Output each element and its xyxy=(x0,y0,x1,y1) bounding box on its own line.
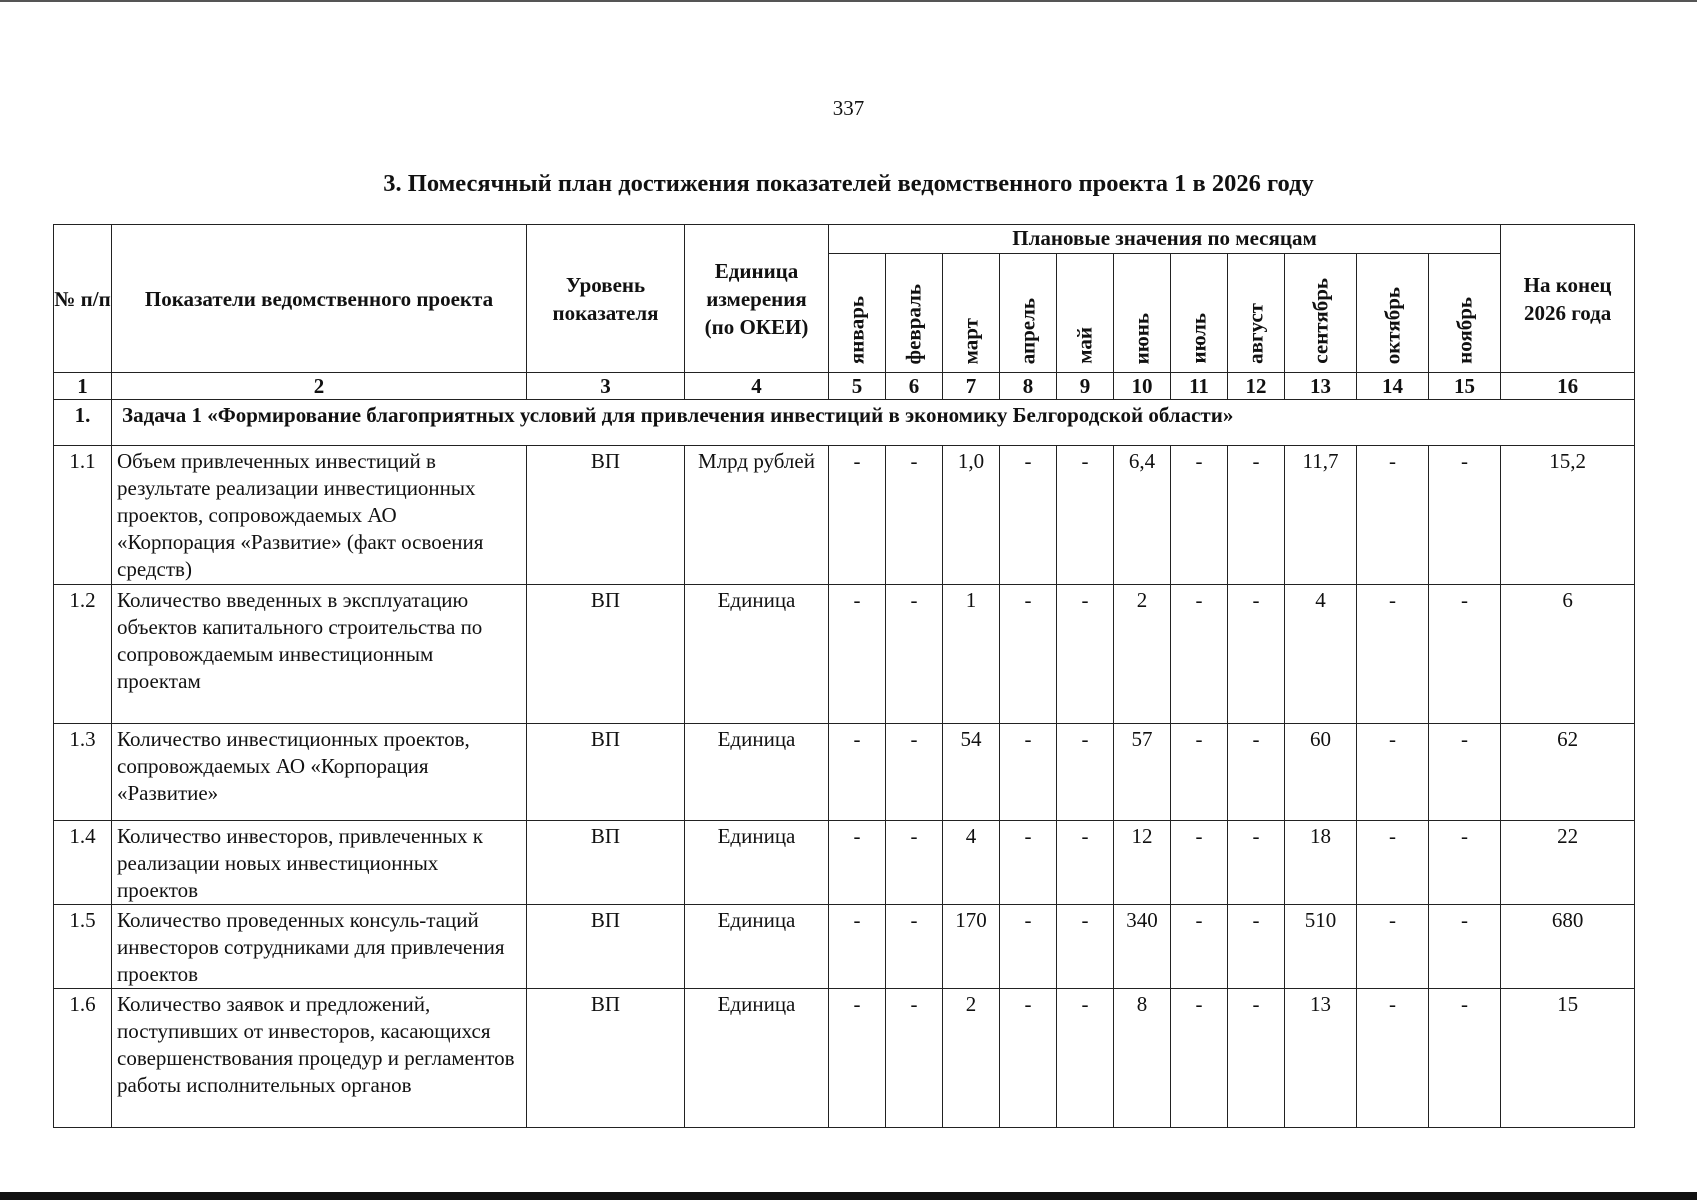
month-value: - xyxy=(1000,821,1057,905)
month-value: - xyxy=(1057,724,1114,821)
page-top-edge xyxy=(0,0,1697,2)
month-label: ноябрь xyxy=(1452,297,1477,364)
header-month xyxy=(1000,254,1057,373)
header-month xyxy=(1357,254,1429,373)
month-label: июнь xyxy=(1129,312,1154,364)
month-value: - xyxy=(1171,821,1228,905)
month-value: - xyxy=(1171,905,1228,989)
month-value: - xyxy=(1357,585,1429,724)
indicator-name: Количество заявок и предложений, поступивших от инвесторов, касающихся совершенствования процедур и регламентов работы исполнительных органов xyxy=(112,989,527,1128)
page-bottom-edge xyxy=(0,1192,1697,1200)
indicator-level: ВП xyxy=(527,446,685,585)
month-value: 60 xyxy=(1285,724,1357,821)
month-value: - xyxy=(1357,821,1429,905)
month-value: - xyxy=(1228,905,1285,989)
month-value: - xyxy=(1228,821,1285,905)
column-number: 13 xyxy=(1285,373,1357,400)
month-value: - xyxy=(1171,446,1228,585)
header-unit: Единица измерения (по ОКЕИ) xyxy=(685,225,829,373)
month-value: - xyxy=(886,905,943,989)
month-value: - xyxy=(886,446,943,585)
unit-of-measure: Единица xyxy=(685,724,829,821)
end-of-year-value: 22 xyxy=(1501,821,1635,905)
header-row-top xyxy=(54,225,1635,254)
month-value: 13 xyxy=(1285,989,1357,1128)
month-value: - xyxy=(1429,585,1501,724)
month-value: - xyxy=(1228,585,1285,724)
header-month xyxy=(1171,254,1228,373)
month-value: - xyxy=(1057,905,1114,989)
column-number: 9 xyxy=(1057,373,1114,400)
indicator-level: ВП xyxy=(527,989,685,1128)
month-value: - xyxy=(1357,989,1429,1128)
document-title: 3. Помесячный план достижения показателей ведомственного проекта 1 в 2026 году xyxy=(383,170,1314,197)
month-value: - xyxy=(1228,724,1285,821)
month-value: - xyxy=(886,821,943,905)
month-value: - xyxy=(1429,446,1501,585)
row-number: 1.2 xyxy=(54,585,112,724)
end-of-year-value: 15 xyxy=(1501,989,1635,1128)
header-month xyxy=(1429,254,1501,373)
month-value: 340 xyxy=(1114,905,1171,989)
month-value: - xyxy=(1228,446,1285,585)
month-value: 12 xyxy=(1114,821,1171,905)
indicator-name: Количество инвесторов, привлеченных к реализации новых инвестиционных проектов xyxy=(112,821,527,905)
end-of-year-value: 6 xyxy=(1501,585,1635,724)
month-label: январь xyxy=(844,295,869,364)
month-value: - xyxy=(1171,585,1228,724)
unit-of-measure: Единица xyxy=(685,585,829,724)
month-value: 8 xyxy=(1114,989,1171,1128)
row-number: 1.3 xyxy=(54,724,112,821)
month-value: - xyxy=(1357,724,1429,821)
month-value: - xyxy=(1171,989,1228,1128)
unit-of-measure: Единица xyxy=(685,905,829,989)
header-month xyxy=(886,254,943,373)
month-value: - xyxy=(829,724,886,821)
indicator-level: ВП xyxy=(527,585,685,724)
month-value: 1 xyxy=(943,585,1000,724)
column-number: 4 xyxy=(685,373,829,400)
month-value: - xyxy=(1057,585,1114,724)
month-label: октябрь xyxy=(1380,286,1404,364)
header-end-of-year: На конец 2026 года xyxy=(1501,225,1635,373)
header-indicator: Показатели ведомственного проекта xyxy=(112,225,527,373)
header-month xyxy=(1228,254,1285,373)
column-number: 8 xyxy=(1000,373,1057,400)
month-value: - xyxy=(1057,446,1114,585)
end-of-year-value: 62 xyxy=(1501,724,1635,821)
month-value: 510 xyxy=(1285,905,1357,989)
column-number: 1 xyxy=(54,373,112,400)
month-value: - xyxy=(829,821,886,905)
month-value: - xyxy=(886,724,943,821)
page-number: 337 xyxy=(832,96,865,120)
month-value: 2 xyxy=(943,989,1000,1128)
header-month xyxy=(829,254,886,373)
indicator-level: ВП xyxy=(527,905,685,989)
column-number: 2 xyxy=(112,373,527,400)
header-num: № п/п xyxy=(54,225,112,373)
month-value: - xyxy=(1000,905,1057,989)
month-value: - xyxy=(829,585,886,724)
column-number: 15 xyxy=(1429,373,1501,400)
month-value: 2 xyxy=(1114,585,1171,724)
row-number: 1.5 xyxy=(54,905,112,989)
month-value: - xyxy=(1000,585,1057,724)
month-value: - xyxy=(1228,989,1285,1128)
column-number: 10 xyxy=(1114,373,1171,400)
month-value: 11,7 xyxy=(1285,446,1357,585)
month-label: март xyxy=(958,317,983,364)
table-body xyxy=(54,400,1635,1128)
month-value: - xyxy=(886,585,943,724)
header-month xyxy=(1057,254,1114,373)
indicator-name: Количество инвестиционных проектов, сопровождаемых АО «Корпорация «Развитие» xyxy=(112,724,527,821)
month-value: - xyxy=(1429,989,1501,1128)
month-value: - xyxy=(886,989,943,1128)
month-value: - xyxy=(829,446,886,585)
month-value: - xyxy=(1429,821,1501,905)
task-number: 1. xyxy=(54,400,112,446)
month-label: август xyxy=(1243,303,1268,364)
unit-of-measure: Единица xyxy=(685,989,829,1128)
month-value: - xyxy=(1057,821,1114,905)
indicator-level: ВП xyxy=(527,724,685,821)
indicator-name: Объем привлеченных инвестиций в результате реализации инвестиционных проектов, сопровождаемых АО «Корпорация «Развитие» (факт освоения средств) xyxy=(112,446,527,585)
row-number: 1.4 xyxy=(54,821,112,905)
indicator-level: ВП xyxy=(527,821,685,905)
month-label: июль xyxy=(1186,313,1211,364)
month-value: - xyxy=(1000,446,1057,585)
month-value: - xyxy=(1000,724,1057,821)
header-month xyxy=(1114,254,1171,373)
month-value: 6,4 xyxy=(1114,446,1171,585)
monthly-plan-table xyxy=(53,224,1635,1128)
column-number: 3 xyxy=(527,373,685,400)
end-of-year-value: 15,2 xyxy=(1501,446,1635,585)
month-value: 1,0 xyxy=(943,446,1000,585)
month-label: сентябрь xyxy=(1308,278,1332,364)
table-row xyxy=(54,446,1635,585)
month-value: - xyxy=(1429,905,1501,989)
end-of-year-value: 680 xyxy=(1501,905,1635,989)
column-number: 11 xyxy=(1171,373,1228,400)
row-number: 1.6 xyxy=(54,989,112,1128)
month-value: 57 xyxy=(1114,724,1171,821)
header-monthly-group: Плановые значения по месяцам xyxy=(829,225,1501,254)
month-value: - xyxy=(1429,724,1501,821)
month-value: - xyxy=(829,905,886,989)
header-month xyxy=(1285,254,1357,373)
table-row xyxy=(54,905,1635,989)
month-value: 18 xyxy=(1285,821,1357,905)
month-label: май xyxy=(1072,327,1097,364)
month-value: - xyxy=(829,989,886,1128)
unit-of-measure: Единица xyxy=(685,821,829,905)
row-number: 1.1 xyxy=(54,446,112,585)
month-label: февраль xyxy=(901,283,926,364)
table-row xyxy=(54,821,1635,905)
table-row xyxy=(54,989,1635,1128)
column-number-row xyxy=(54,373,1635,400)
header-level: Уровень показателя xyxy=(527,225,685,373)
column-number: 7 xyxy=(943,373,1000,400)
task-title: Задача 1 «Формирование благоприятных условий для привлечения инвестиций в экономику Белгородской области» xyxy=(112,400,1635,446)
column-number: 12 xyxy=(1228,373,1285,400)
task-row xyxy=(54,400,1635,446)
month-value: 4 xyxy=(1285,585,1357,724)
month-value: 4 xyxy=(943,821,1000,905)
month-value: - xyxy=(1357,905,1429,989)
indicator-name: Количество проведенных консуль-таций инвесторов сотрудниками для привлечения проектов xyxy=(112,905,527,989)
column-number: 14 xyxy=(1357,373,1429,400)
month-value: - xyxy=(1171,724,1228,821)
month-value: 54 xyxy=(943,724,1000,821)
month-value: - xyxy=(1000,989,1057,1128)
column-number: 16 xyxy=(1501,373,1635,400)
unit-of-measure: Млрд рублей xyxy=(685,446,829,585)
column-number: 6 xyxy=(886,373,943,400)
month-value: - xyxy=(1057,989,1114,1128)
month-value: 170 xyxy=(943,905,1000,989)
column-number: 5 xyxy=(829,373,886,400)
header-month xyxy=(943,254,1000,373)
table-row xyxy=(54,724,1635,821)
indicator-name: Количество введенных в эксплуатацию объектов капитального строительства по сопровождаемым инвестиционным проектам xyxy=(112,585,527,724)
month-label: апрель xyxy=(1015,297,1040,364)
month-value: - xyxy=(1357,446,1429,585)
table-row xyxy=(54,585,1635,724)
